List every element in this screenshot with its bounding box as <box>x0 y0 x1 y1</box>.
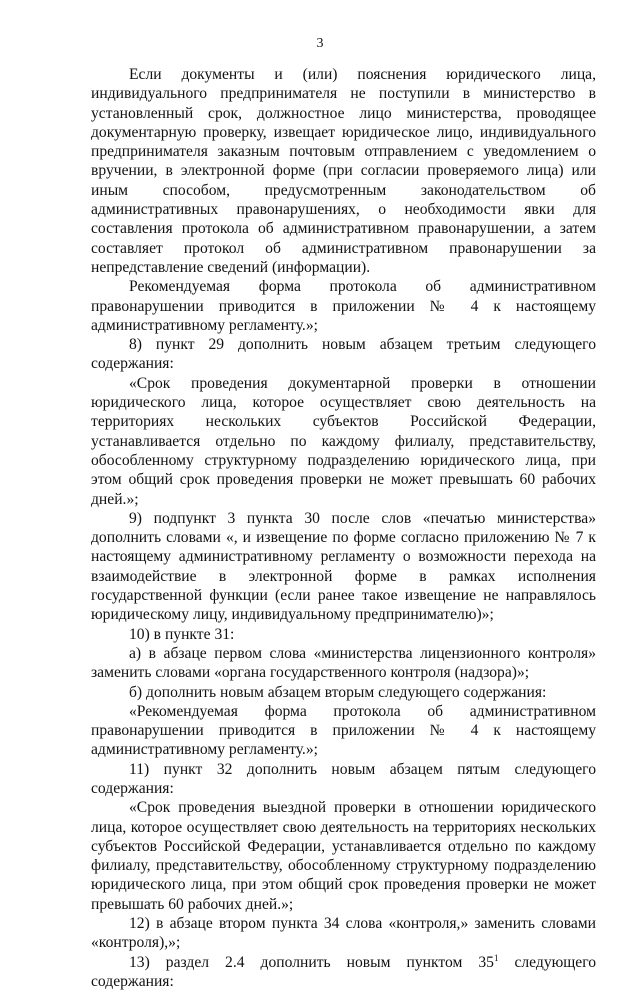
paragraph-13 <box>91 953 596 991</box>
document-body <box>91 65 596 991</box>
paragraph-8: б) дополнить новым абзацем вторым следующего содержания: <box>129 683 547 701</box>
paragraph-4: «Срок проведения документарной проверки в отношении юридического лица, которое осуществляет свою деятельность на территориях нескольких субъектов Российской Федерации, устанавливается отдельно по каждому филиалу, представительству, обособленному структурному подразделению юридического лица, при этом общий срок проведения проверки не может превышать 60 рабочих дней.»; <box>91 374 596 508</box>
paragraph-7: а) в абзаце первом слова «министерства лицензионного контроля» заменить словами «органа государственного контроля (надзора)»; <box>91 644 596 682</box>
paragraph-12: 12) в абзаце втором пункта 34 слова «контроля,» заменить словами «контроля),»; <box>91 915 596 952</box>
paragraph-13-tail: следующего содержания: <box>91 953 596 990</box>
page-number: 3 <box>316 36 324 51</box>
paragraph-13-text: 13) раздел 2.4 дополнить новым пунктом 35 <box>129 953 494 971</box>
paragraph-10: 11) пункт 32 дополнить новым абзацем пятым следующего содержания: <box>91 760 596 797</box>
paragraph-2: Рекомендуемая форма протокола об административном правонарушении приводится в приложении № 4 к настоящему административному регламенту.»; <box>91 278 596 334</box>
paragraph-13-superscript: 1 <box>493 952 499 963</box>
paragraph-6: 10) в пункте 31: <box>129 625 235 643</box>
paragraph-1: Если документы и (или) пояснения юридического лица, индивидуального предпринимателя не поступили в министерство в установленный срок, должностное лицо министерства, проводящее документарную проверку, извещает юридическое лицо, индивидуального предпринимателя заказным почтовым отправлением с уведомлением о вручении, в электронной форме (при согласии проверяемого лица) или иным способом, предусмотренным законодательством об административных правонарушениях, о необходимости явки для составления протокола об административном правонарушении, а затем составляет протокол об административном правонарушении за непредставление сведений (информации). <box>91 66 596 276</box>
paragraph-11: «Срок проведения выездной проверки в отношении юридического лица, которое осуществляет свою деятельность на территориях нескольких субъектов Российской Федерации, устанавливается отдельно по каждому филиалу, представительству, обособленному структурному подразделению юридического лица, при этом общий срок проведения проверки не может превышать 60 рабочих дней.»; <box>91 799 596 913</box>
paragraph-5: 9) подпункт 3 пункта 30 после слов «печатью министерства» дополнить словами «, и извещение по форме согласно приложению № 7 к настоящему административному регламенту о возможности перехода на взаимодействие в электронной форме в рамках исполнения государственной функции (если ранее такое извещение не направлялось юридическому лицу, индивидуальному предпринимателю)»; <box>91 509 596 624</box>
paragraph-3: 8) пункт 29 дополнить новым абзацем третьим следующего содержания: <box>91 336 596 373</box>
paragraph-9: «Рекомендуемая форма протокола об административном правонарушении приводится в приложении № 4 к настоящему административному регламенту.»; <box>91 702 596 759</box>
